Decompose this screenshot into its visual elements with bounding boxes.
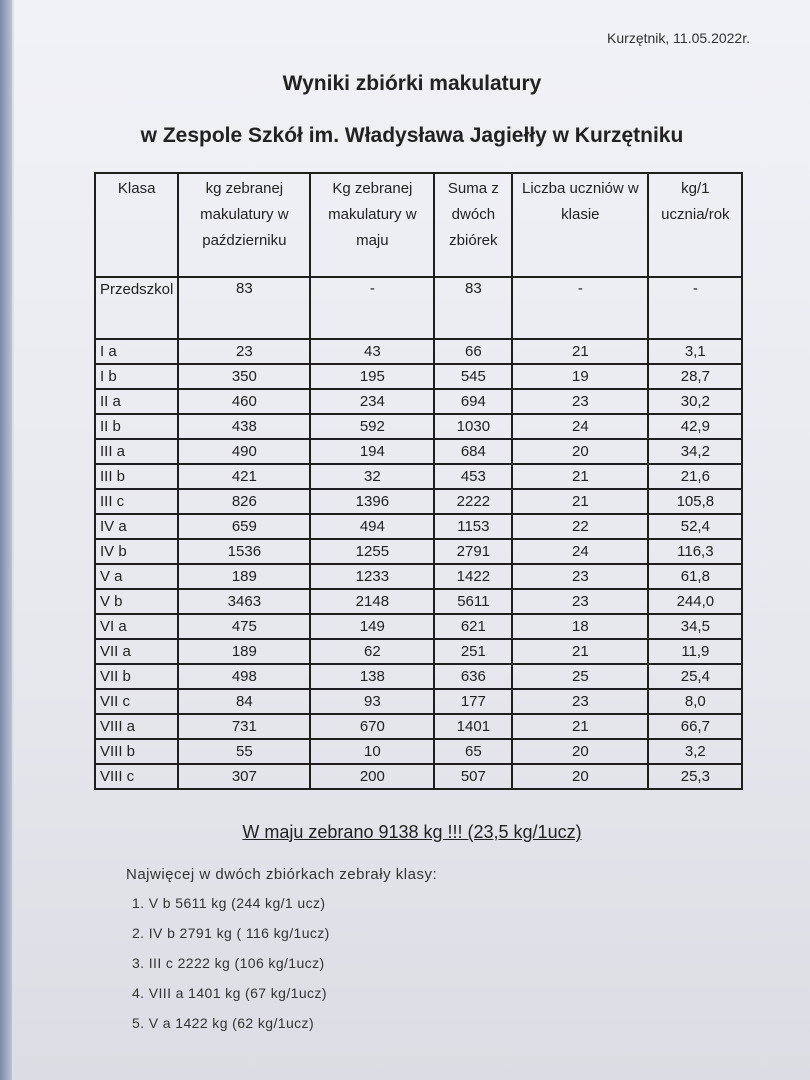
table-cell: 24 [512,539,648,564]
table-cell: 475 [178,614,310,639]
table-row [95,414,742,439]
list-item: 5. V a 1422 kg (62 kg/1ucz) [132,1015,315,1031]
table-cell: 20 [512,439,648,464]
table-cell: 21 [512,714,648,739]
table-cell: 21 [512,464,648,489]
table-cell: 460 [178,389,310,414]
table-cell: 19 [512,364,648,389]
table-cell: 84 [178,689,310,714]
table-cell: VIII c [95,764,178,789]
table-cell: 18 [512,614,648,639]
table-cell: 149 [310,614,434,639]
table-cell: 3,1 [648,339,742,364]
table-cell: 22 [512,514,648,539]
table-cell: 189 [178,564,310,589]
table-row [95,439,742,464]
table-cell: VII b [95,664,178,689]
table-cell: 83 [178,277,310,339]
table-row [95,364,742,389]
table-cell: V b [95,589,178,614]
table-cell: 30,2 [648,389,742,414]
table-cell: 138 [310,664,434,689]
table-cell: 65 [434,739,512,764]
table-cell: 93 [310,689,434,714]
column-header-may: Kg zebranej makulatury w maju [310,173,434,277]
table-cell: 3,2 [648,739,742,764]
table-cell: 2148 [310,589,434,614]
table-cell: 421 [178,464,310,489]
table-cell: 438 [178,414,310,439]
table-cell: 195 [310,364,434,389]
list-item: 4. VIII a 1401 kg (67 kg/1ucz) [132,985,327,1001]
table-cell: 2222 [434,489,512,514]
table-cell: 244,0 [648,589,742,614]
table-cell: 684 [434,439,512,464]
table-cell: 24 [512,414,648,439]
results-table [94,172,743,790]
table-row [95,539,742,564]
table-cell: 34,2 [648,439,742,464]
document-subtitle: w Zespole Szkół im. Władysława Jagiełły w Kurzętniku [140,124,684,147]
table-cell: 52,4 [648,514,742,539]
table-cell: 1030 [434,414,512,439]
column-header-kg-per-student: kg/1 ucznia/rok [648,173,742,277]
table-cell: 66,7 [648,714,742,739]
table-cell: VII a [95,639,178,664]
table-cell: 25,3 [648,764,742,789]
table-cell: 251 [434,639,512,664]
table-cell: 43 [310,339,434,364]
table-cell: 494 [310,514,434,539]
list-item: 1. V b 5611 kg (244 kg/1 ucz) [132,895,326,911]
column-header-sum: Suma z dwóch zbiórek [434,173,512,277]
table-cell: 234 [310,389,434,414]
table-row [95,739,742,764]
table-cell: 116,3 [648,539,742,564]
table-cell: - [512,277,648,339]
table-cell: 636 [434,664,512,689]
table-cell: I b [95,364,178,389]
table-cell: III a [95,439,178,464]
table-cell: 23 [178,339,310,364]
table-cell: 66 [434,339,512,364]
table-cell: 25 [512,664,648,689]
table-cell: 61,8 [648,564,742,589]
table-cell: 21,6 [648,464,742,489]
table-cell: 592 [310,414,434,439]
table-row [95,489,742,514]
table-cell: IV b [95,539,178,564]
table-cell: 1396 [310,489,434,514]
table-row [95,689,742,714]
table-cell: 25,4 [648,664,742,689]
table-cell: - [648,277,742,339]
table-cell: 20 [512,764,648,789]
table-cell: 55 [178,739,310,764]
list-item: 3. III c 2222 kg (106 kg/1ucz) [132,955,325,971]
table-cell: 350 [178,364,310,389]
table-cell: VIII b [95,739,178,764]
table-cell: - [310,277,434,339]
table-cell: Przedszkol [95,277,178,339]
table-row [95,514,742,539]
table-row [95,764,742,789]
table-cell: 621 [434,614,512,639]
column-header-class: Klasa [95,173,178,277]
table-cell: 177 [434,689,512,714]
column-header-october: kg zebranej makulatury w październiku [178,173,310,277]
column-header-students: Liczba uczniów w klasie [512,173,648,277]
table-row [95,389,742,414]
table-cell: 34,5 [648,614,742,639]
table-row [95,589,742,614]
top-classes-list [132,888,330,1038]
table-cell: 105,8 [648,489,742,514]
table-cell: 21 [512,339,648,364]
table-cell: 21 [512,489,648,514]
table-cell: 1233 [310,564,434,589]
table-cell: 23 [512,589,648,614]
table-cell: 23 [512,389,648,414]
table-cell: V a [95,564,178,589]
table-cell: 1422 [434,564,512,589]
table-cell: 2791 [434,539,512,564]
table-cell: 11,9 [648,639,742,664]
window-frame [0,0,12,1080]
table-cell: 189 [178,639,310,664]
table-cell: 670 [310,714,434,739]
table-cell: II b [95,414,178,439]
table-cell: 694 [434,389,512,414]
table-cell: 23 [512,689,648,714]
table-cell: 307 [178,764,310,789]
table-cell: 32 [310,464,434,489]
table-cell: 42,9 [648,414,742,439]
table-row [95,564,742,589]
table-cell: IV a [95,514,178,539]
table-row [95,464,742,489]
table-row-preschool [95,277,742,339]
table-cell: III b [95,464,178,489]
table-row [95,614,742,639]
table-cell: 8,0 [648,689,742,714]
document-date: Kurzętnik, 11.05.2022r. [607,30,750,46]
summary-text: W maju zebrano 9138 kg !!! (23,5 kg/1ucz) [242,822,582,842]
document-title: Wyniki zbiórki makulatury [282,72,542,95]
top-list-header: Najwięcej w dwóch zbiórkach zebrały klasy: [126,866,438,883]
table-cell: 20 [512,739,648,764]
table-row [95,339,742,364]
table-cell: 200 [310,764,434,789]
document-page [14,0,810,1080]
table-cell: 21 [512,639,648,664]
table-row [95,639,742,664]
table-cell: 28,7 [648,364,742,389]
table-row [95,714,742,739]
table-cell: I a [95,339,178,364]
table-cell: 498 [178,664,310,689]
table-cell: 1255 [310,539,434,564]
table-cell: 23 [512,564,648,589]
table-cell: VII c [95,689,178,714]
table-cell: 194 [310,439,434,464]
table-cell: 1153 [434,514,512,539]
table-cell: 5611 [434,589,512,614]
table-cell: 62 [310,639,434,664]
table-row [95,664,742,689]
table-cell: 453 [434,464,512,489]
list-item: 2. IV b 2791 kg ( 116 kg/1ucz) [132,925,330,941]
table-cell: 545 [434,364,512,389]
table-cell: III c [95,489,178,514]
table-cell: 731 [178,714,310,739]
table-cell: 507 [434,764,512,789]
table-header-row [95,173,742,277]
table-cell: VIII a [95,714,178,739]
table-cell: 3463 [178,589,310,614]
table-cell: 10 [310,739,434,764]
table-cell: 826 [178,489,310,514]
table-cell: 1536 [178,539,310,564]
table-cell: VI a [95,614,178,639]
table-cell: 1401 [434,714,512,739]
table-cell: 490 [178,439,310,464]
table-cell: 659 [178,514,310,539]
table-cell: 83 [434,277,512,339]
table-cell: II a [95,389,178,414]
